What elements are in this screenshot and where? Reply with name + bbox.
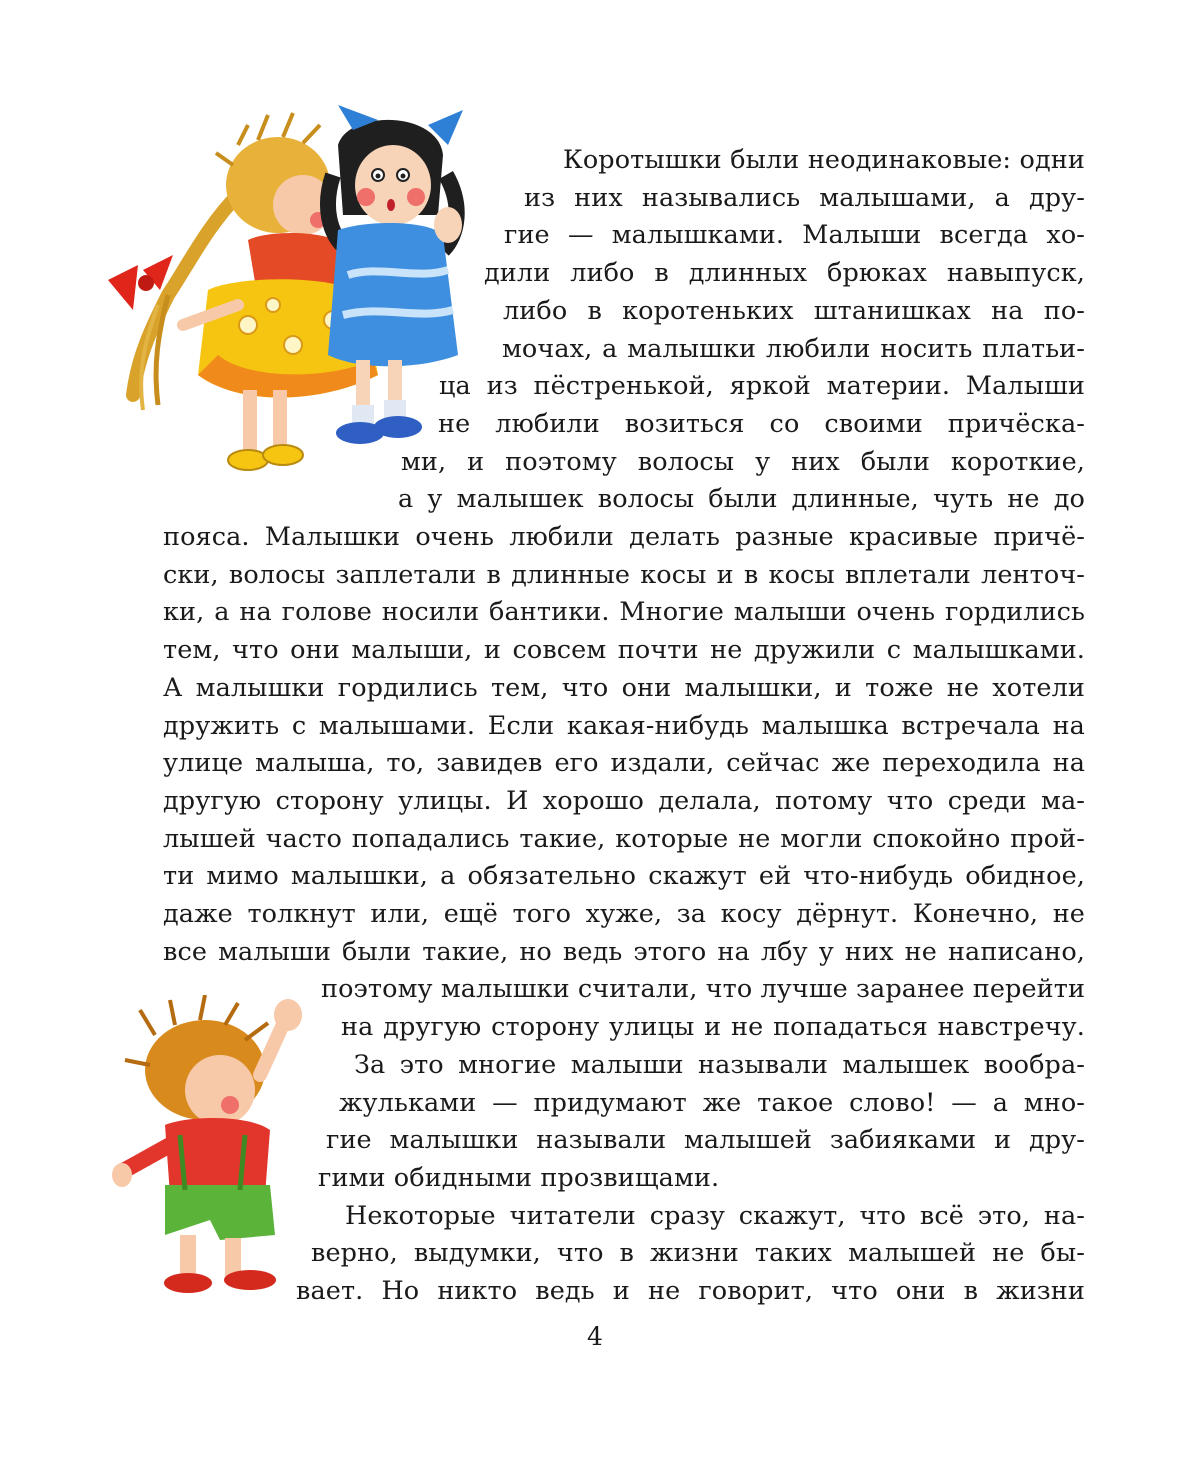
text-line: даже толкнут или, ещё того хуже, за косу дёрнут. Конечно, не [163,899,1085,929]
text-line: ца из пёстренькой, яркой материи. Малыши [439,371,1085,401]
text-line: дружить с малышами. Если какая-нибудь малышка встречала на [163,711,1085,741]
text-line: все малыши были такие, но ведь этого на лбу у них не написано, [163,937,1085,967]
text-line: вает. Но никто ведь и не говорит, что они в жизни [296,1276,1085,1306]
text-line: Коротышки были неодинаковые: одни [563,145,1085,175]
text-line: из них назывались малышами, а дру- [524,183,1085,213]
text-line: ски, волосы заплетали в длинные косы и в косы вплетали ленточ- [163,560,1085,590]
text-line: ки, а на голове носили бантики. Многие малыши очень гордились [163,597,1085,627]
text-line: пояса. Малышки очень любили делать разные красивые причё- [163,522,1085,552]
text-line: другую сторону улицы. И хорошо делала, потому что среди ма- [163,786,1085,816]
text-line: гими обидными прозвищами. [318,1163,720,1193]
text-line: лышей часто попадались такие, которые не могли спокойно прой- [163,824,1085,854]
text-line: гие — малышками. Малыши всегда хо- [504,220,1085,250]
text-line: тем, что они малыши, и совсем почти не дружили с малышками. [163,635,1085,665]
text-line: мочах, а малышки любили носить платьи- [502,334,1085,364]
text-line: ми, и поэтому волосы у них были короткие, [401,447,1085,477]
text-line: улице малыша, то, завидев его издали, сейчас же переходила на [163,748,1085,778]
text-line: А малышки гордились тем, что они малышки, и тоже не хотели [163,673,1085,703]
tousled-boy-illustration [110,995,330,1295]
text-line: верно, выдумки, что в жизни таких малышей не бы- [311,1238,1085,1268]
text-line: дили либо в длинных брюках навыпуск, [484,258,1085,288]
text-line: на другую сторону улицы и не попадаться навстречу. [341,1012,1085,1042]
text-line: ти мимо малышки, а обязательно скажут ей что-нибудь обидное, [163,861,1085,891]
text-line: а у малышек волосы были длинные, чуть не до [398,484,1085,514]
text-line: поэтому малышки считали, что лучше заранее перейти [321,974,1086,1004]
text-line: не любили возиться со своими причёска- [438,409,1085,439]
page-number: 4 [587,1322,603,1351]
text-line: гие малышки называли малышей забияками и дру- [326,1125,1085,1155]
text-line: либо в коротеньких штанишках на по- [503,296,1085,326]
text-line: За это многие малыши называли малышек вообра- [354,1050,1085,1080]
text-line: Некоторые читатели сразу скажут, что всё это, на- [345,1201,1085,1231]
text-line: жульками — придумают же такое слово! — а мно- [339,1088,1085,1118]
